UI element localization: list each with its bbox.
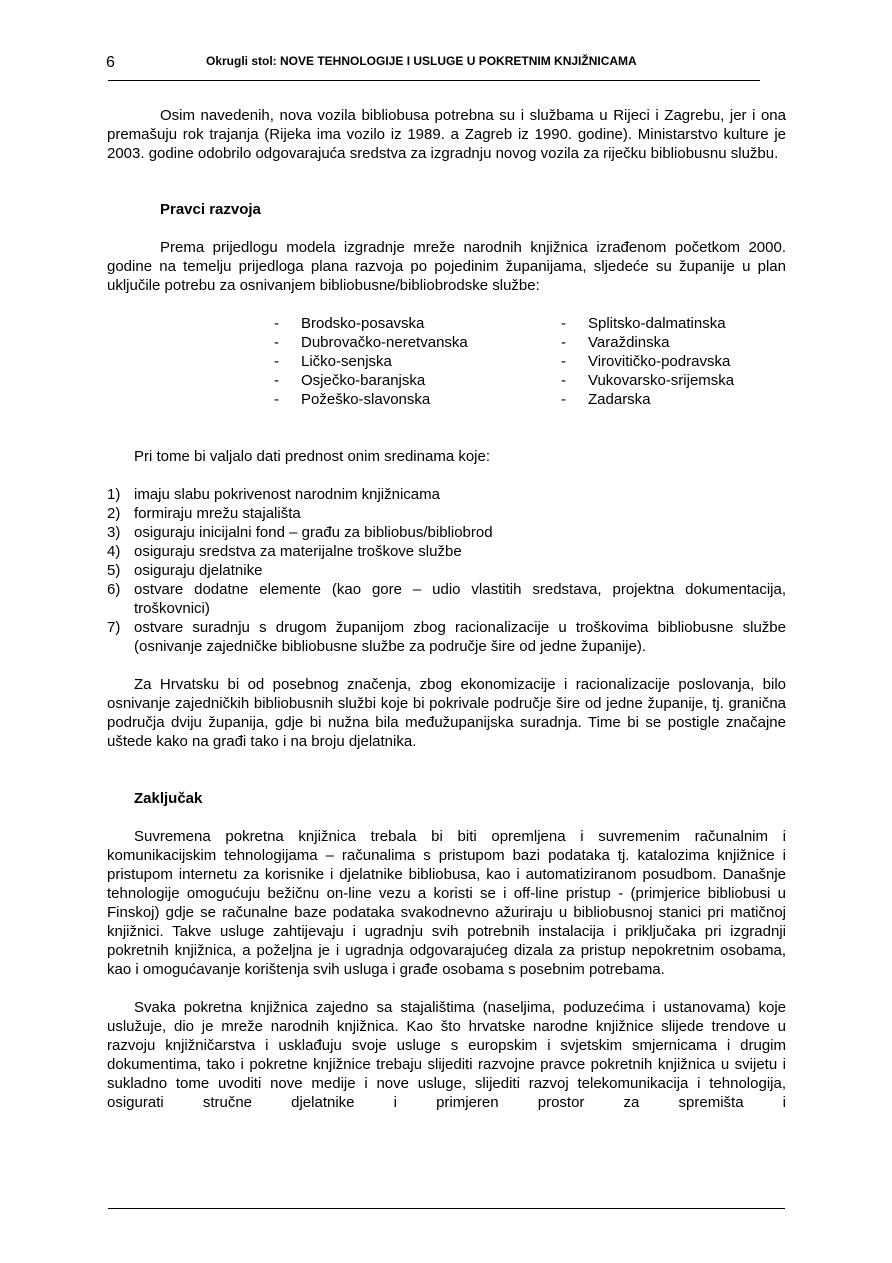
intro-paragraph: Osim navedenih, nova vozila bibliobusa potrebna su i službama u Rijeci i Zagrebu, jer i ona premašuju rok trajanja (Rijeka ima vozilo iz 1989. a Zagreb iz 1990. godine). Ministarstvo kulture je 2003. godine odobrilo odgovarajuća sredstva za izgradnju novog vozila za riječku bibliobusnu službu. [107,107,786,162]
conclusion-paragraph-2: Svaka pokretna knjižnica zajedno sa stajalištima (naseljima, poduzećima i ustanovama) koje uslužuje, dio je mreže narodnih knjižnica. Kao što hrvatske narodne knjižnice slijede trendove u razvoju knjižničarstva i usklađuju svoje usluge s europskim i svjetskim smjernicama i drugim dokumentima, tako i pokretne knjižnice trebaju slijediti razvojne pravce pokretnih knjižnica u svijetu i sukladno tome uvoditi nove medije i nove usluge, slijediti razvoj telekomunikacija i tehnologija, osigurati stručne djelatnike i primjeren prostor za spremišta i [107,999,786,1111]
list-item: 1) imaju slabu pokrivenost narodnim knjižnicama [107,486,440,503]
running-title: Okrugli stol: NOVE TEHNOLOGIJE I USLUGE U POKRETNIM KNJIŽNICAMA [206,54,637,68]
section-heading-development: Pravci razvoja [160,201,261,218]
development-closing-paragraph: Za Hrvatsku bi od posebnog značenja, zbog ekonomizacije i racionalizacije poslovanja, bilo osnivanje zajedničkih bibliobusnih službi koje bi pokrivale područje šire od jedne županije, tj. granična područja dviju županija, gdje bi nužna bila međužupanijska suradnja. Time bi se postigle značajne uštede kako na građi tako i na broju djelatnika. [107,676,786,750]
list-item: 2) formiraju mrežu stajališta [107,505,301,522]
list-item: - Splitsko-dalmatinska [561,315,726,332]
list-item: - Brodsko-posavska [274,315,425,332]
county-column-left [274,314,468,409]
list-item: - Dubrovačko-neretvanska [274,334,468,351]
list-item: - Virovitičko-podravska [561,353,731,370]
list-item: - Ličko-senjska [274,353,392,370]
priority-list [107,485,786,656]
priority-intro: Pri tome bi valjalo dati prednost onim sredinama koje: [134,448,491,465]
list-item: 4) osiguraju sredstva za materijalne troškove službe [107,543,462,560]
conclusion-paragraph-1: Suvremena pokretna knjižnica trebala bi biti opremljena i suvremenim računalnim i komunikacijskim tehnologijama – računalima s pristupom bazi podataka tj. katalozima knjižnice i pristupom internetu za korisnike i djelatnike bibliobusa, kao i automatiziranom posudbom. Današnje tehnologije omogućuju bežičnu on-line vezu a koristi se i off-line pristup - (primjerice bibliobusi u Finskoj) gdje se računalne baze podataka svakodnevno ažuriraju u bibliobusnoj stanici pri matičnoj knjižnici. Takve usluge zahtijevaju i ugradnju svih potrebnih instalacija i priključaka pri izgradnji pokretnih knjižnica, a poželjna je i ugradnja odgovarajućeg dizala za pristup nepokretnim osobama, kao i omogućavanje korištenja svih usluga i građe osobama s posebnim potrebama. [107,828,786,978]
list-item: 3) osiguraju inicijalni fond – građu za bibliobus/bibliobrod [107,524,493,541]
list-item: - Zadarska [561,391,651,408]
county-list [107,314,786,409]
list-item: - Požeško-slavonska [274,391,431,408]
page-number: 6 [106,54,115,71]
list-item: - Varaždinska [561,334,670,351]
section-heading-conclusion: Zaključak [134,790,203,807]
list-item: 7) ostvare suradnju s drugom županijom zbog racionalizacije u troškovima bibliobusne službe (osnivanje zajedničke bibliobusne službe za područje šire od jedne županije). [107,619,786,655]
page-body [107,106,786,1112]
development-paragraph: Prema prijedlogu modela izgradnje mreže narodnih knjižnica izrađenom početkom 2000. godine na temelju prijedloga plana razvoja po pojedinim županijama, sljedeće su županije u plan uključile potrebu za osnivanjem bibliobusne/bibliobrodske službe: [107,239,786,294]
list-item: - Osječko-baranjska [274,372,426,389]
footer-rule [108,1208,785,1209]
list-item: - Vukovarsko-srijemska [561,372,735,389]
list-item: 5) osiguraju djelatnike [107,562,263,579]
county-column-right [561,314,734,409]
header-rule [108,80,760,81]
list-item: 6) ostvare dodatne elemente (kao gore – udio vlastitih sredstava, projektna dokumentacija, troškovnici) [107,581,786,617]
